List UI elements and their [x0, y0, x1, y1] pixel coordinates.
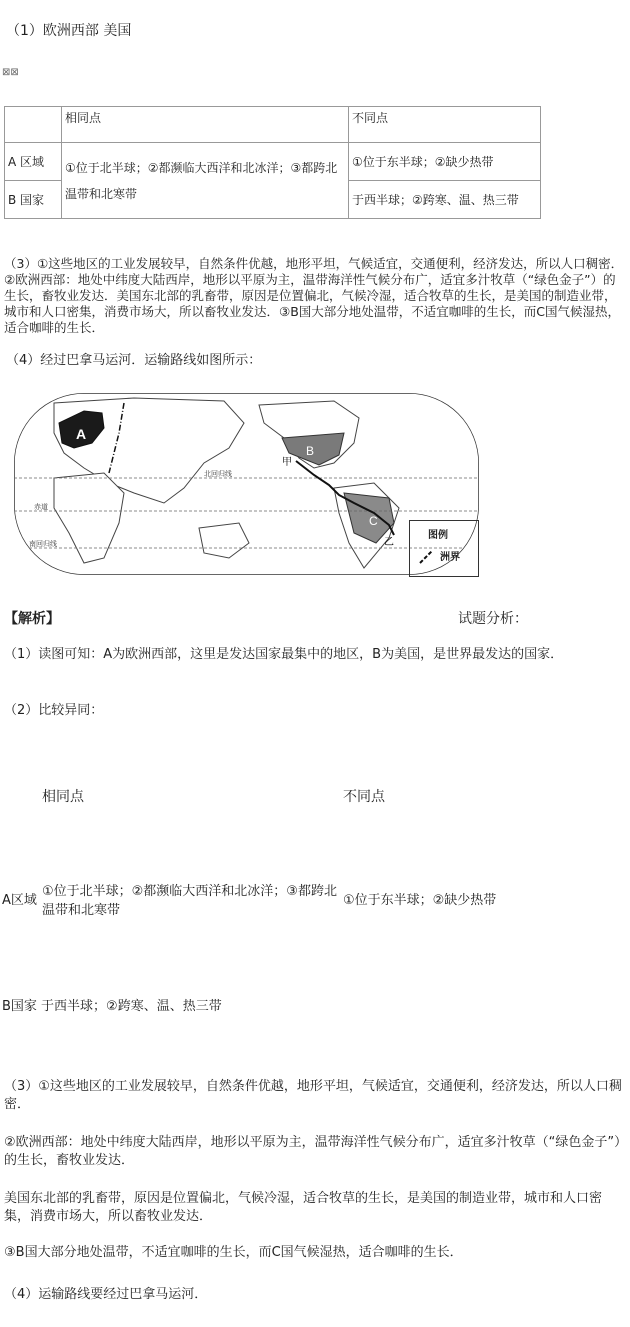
row-a-diff: ①位于东半球；②缺少热带: [349, 143, 541, 181]
table-header-empty: [5, 107, 62, 143]
analysis-q3-2: ②欧洲西部：地处中纬度大陆西岸，地形以平原为主，温带海洋性气候分布广，适宜多汁牧草（“绿色金子”）的生长，畜牧业发达．: [4, 1135, 621, 1168]
analysis-q1: （1）读图可知：A为欧洲西部，这里是发达国家最集中的地区，B为美国，是世界最发达的国家．: [4, 647, 564, 662]
analysis-b-line: B国家 于西半球；②跨寒、温、热三带: [2, 999, 222, 1014]
answer-q1: （1）欧洲西部 美国: [6, 23, 132, 39]
map-label-tropic-capricorn: 南回归线: [29, 540, 57, 548]
analysis-col-same: 相同点: [42, 789, 84, 805]
map-label-b: B: [306, 444, 315, 458]
table-header-diff: 不同点: [349, 107, 541, 143]
row-a-label: A 区域: [5, 143, 62, 181]
map-label-c: C: [369, 514, 378, 528]
answer-q4: （4）经过巴拿马运河．运输路线如图所示：: [6, 353, 262, 368]
analysis-q3-1: （3）①这些地区的工业发展较早，自然条件优越，地形平坦，气候适宜，交通便利，经济发达，所以人口稠密．: [4, 1079, 622, 1112]
map-label-a: A: [76, 426, 87, 442]
analysis-col-diff: 不同点: [343, 789, 385, 805]
legend-title: 图例: [428, 530, 448, 541]
analysis-subtitle: 试题分析：: [458, 611, 528, 627]
analysis-a-label: A区域: [2, 893, 37, 908]
table-header-same: 相同点: [62, 107, 349, 143]
analysis-q3-3: 美国东北部的乳畜带，原因是位置偏北，气候冷湿，适合牧草的生长，是美国的制造业带，城市和人口密集，消费市场大，所以畜牧业发达．: [4, 1191, 603, 1224]
legend-item-label: 洲界: [440, 552, 460, 563]
map-label-yi: 乙: [384, 537, 394, 548]
analysis-title: 【解析】: [4, 611, 60, 627]
map-label-equator: 赤道: [34, 503, 48, 511]
analysis-a-same: ①位于北半球；②都濒临大西洋和北冰洋；③都跨北温带和北寒带: [42, 884, 337, 918]
broken-image-icon: ⊠⊠: [2, 67, 19, 78]
map-label-tropic-cancer: 北回归线: [204, 470, 232, 478]
analysis-q4: （4）运输路线要经过巴拿马运河．: [4, 1287, 208, 1302]
analysis-a-diff: ①位于东半球；②缺少热带: [343, 893, 497, 908]
analysis-q3-4: ③B国大部分地处温带，不适宜咖啡的生长，而C国气候湿热，适合咖啡的生长．: [4, 1245, 463, 1260]
analysis-q2: （2）比较异同：: [4, 703, 104, 718]
comparison-table: [4, 106, 541, 219]
row-b-label: B 国家: [5, 181, 62, 219]
answer-q3: （3）①这些地区的工业发展较早，自然条件优越，地形平坦，气候适宜，交通便利，经济发达，所以人口稠密．②欧洲西部：地处中纬度大陆西岸，地形以平原为主，温带海洋性气候分布广，适宜多汁牧草（“绿色金子”）的生长，畜牧业发达．美国东北部的乳畜带，原因是位置偏北，气候冷湿，适合牧草的生长，是美国的制造业带，城市和人口密集，消费市场大，所以畜牧业发达．③B国大部分地处温带，不适宜咖啡的生长，而C国气候湿热，适合咖啡的生长．: [4, 256, 624, 335]
map-legend: [409, 520, 479, 577]
map-label-jia: 甲: [282, 457, 292, 468]
row-b-diff: 于西半球；②跨寒、温、热三带: [349, 181, 541, 219]
row-a-same: ①位于北半球；②都濒临大西洋和北冰洋；③都跨北温带和北寒带: [62, 143, 349, 219]
legend-boundary-icon: [418, 549, 434, 565]
